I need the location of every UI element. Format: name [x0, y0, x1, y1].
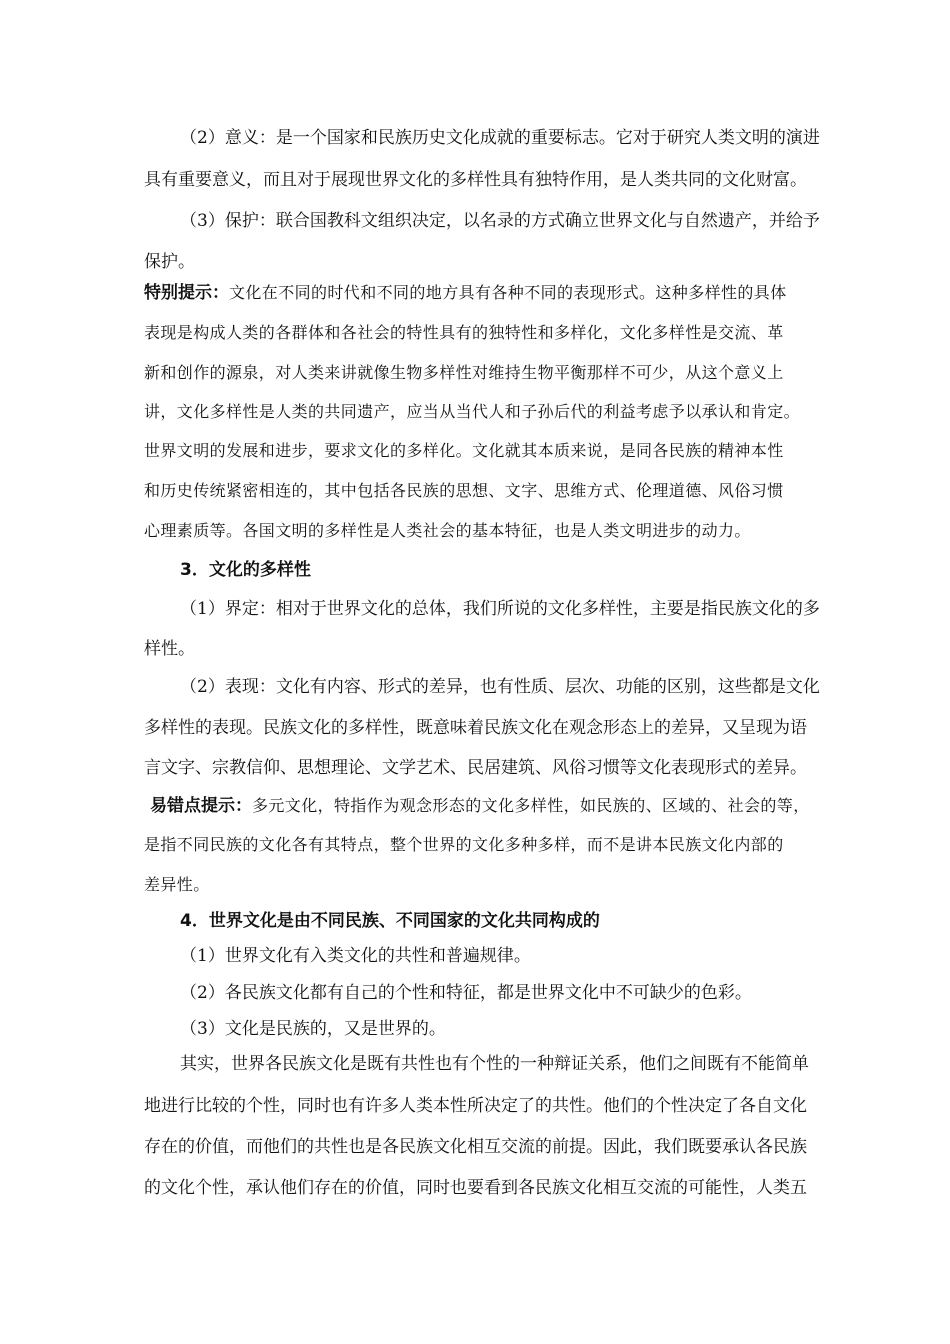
expression-line-2: 多样性的表现。民族文化的多样性，既意味着民族文化在观念形态上的差异，又呈现为语	[144, 718, 807, 738]
protection-line-2: 保护。	[144, 252, 195, 272]
expression-line-1: （2）表现：文化有内容、形式的差异，也有性质、层次、功能的区别，这些都是文化	[180, 677, 820, 697]
error-tip-line-1	[150, 795, 810, 817]
expression-line-3: 言文字、宗教信仰、思想理论、文学艺术、民居建筑、风俗习惯等文化表现形式的差异。	[144, 758, 807, 778]
definition-line-1: （1）界定：相对于世界文化的总体，我们所说的文化多样性，主要是指民族文化的多	[180, 599, 820, 619]
special-tip-line-1	[144, 282, 787, 304]
error-tip-line-3: 差异性。	[144, 875, 210, 894]
special-tip-text: 文化在不同的时代和不同的地方具有各种不同的表现形式。这种多样性的具体	[229, 283, 787, 302]
special-tip-line-5: 世界文明的发展和进步，要求文化的多样化。文化就其本质来说，是同各民族的精神本性	[144, 441, 784, 460]
section4-item-3: （3）文化是民族的，又是世界的。	[180, 1019, 446, 1039]
special-tip-line-4: 讲，文化多样性是人类的共同遗产，应当从当代人和子孙后代的利益考虑予以承认和肯定。	[144, 402, 801, 421]
error-tip-line-2: 是指不同民族的文化各有其特点，整个世界的文化多种多样，而不是讲本民族文化内部的	[144, 835, 784, 854]
significance-line-1: （2）意义：是一个国家和民族历史文化成就的重要标志。它对于研究人类文明的演进	[180, 128, 820, 148]
special-tip-line-6: 和历史传统紧密相连的，其中包括各民族的思想、文字、思维方式、伦理道德、风俗习惯	[144, 481, 784, 500]
error-tip-text: 多元文化，特指作为观念形态的文化多样性，如民族的、区域的、社会的等，	[252, 796, 810, 815]
significance-line-2: 具有重要意义，而且对于展现世界文化的多样性具有独特作用，是人类共同的文化财富。	[144, 170, 807, 190]
special-tip-label: 特别提示：	[144, 283, 229, 303]
special-tip-line-3: 新和创作的源泉，对人类来讲就像生物多样性对维持生物平衡那样不可少，从这个意义上	[144, 363, 784, 382]
protection-line-1: （3）保护：联合国教科文组织决定，以名录的方式确立世界文化与自然遗产，并给予	[180, 211, 820, 231]
section4-paragraph-line-2: 地进行比较的个性，同时也有许多人类本性所决定了的共性。他们的个性决定了各自文化	[144, 1096, 807, 1116]
section3-heading: 3．文化的多样性	[180, 560, 311, 580]
section4-item-1: （1）世界文化有入类文化的共性和普遍规律。	[180, 946, 531, 966]
special-tip-line-2: 表现是构成人类的各群体和各社会的特性具有的独特性和多样化，文化多样性是交流、革	[144, 323, 784, 342]
section4-heading: 4．世界文化是由不同民族、不同国家的文化共同构成的	[180, 911, 600, 931]
section4-paragraph-line-1: 其实，世界各民族文化是既有共性也有个性的一种辩证关系，他们之间既有不能简单	[180, 1054, 809, 1074]
section4-item-2: （2）各民族文化都有自己的个性和特征，都是世界文化中不可缺少的色彩。	[180, 983, 752, 1003]
error-tip-label: 易错点提示：	[150, 796, 252, 816]
special-tip-line-7: 心理素质等。各国文明的多样性是人类社会的基本特征，也是人类文明进步的动力。	[144, 521, 751, 540]
section4-paragraph-line-4: 的文化个性，承认他们存在的价值，同时也要看到各民族文化相互交流的可能性，人类五	[144, 1178, 807, 1198]
definition-line-2: 样性。	[144, 639, 195, 659]
section4-paragraph-line-3: 存在的价值，而他们的共性也是各民族文化相互交流的前提。因此，我们既要承认各民族	[144, 1137, 807, 1157]
